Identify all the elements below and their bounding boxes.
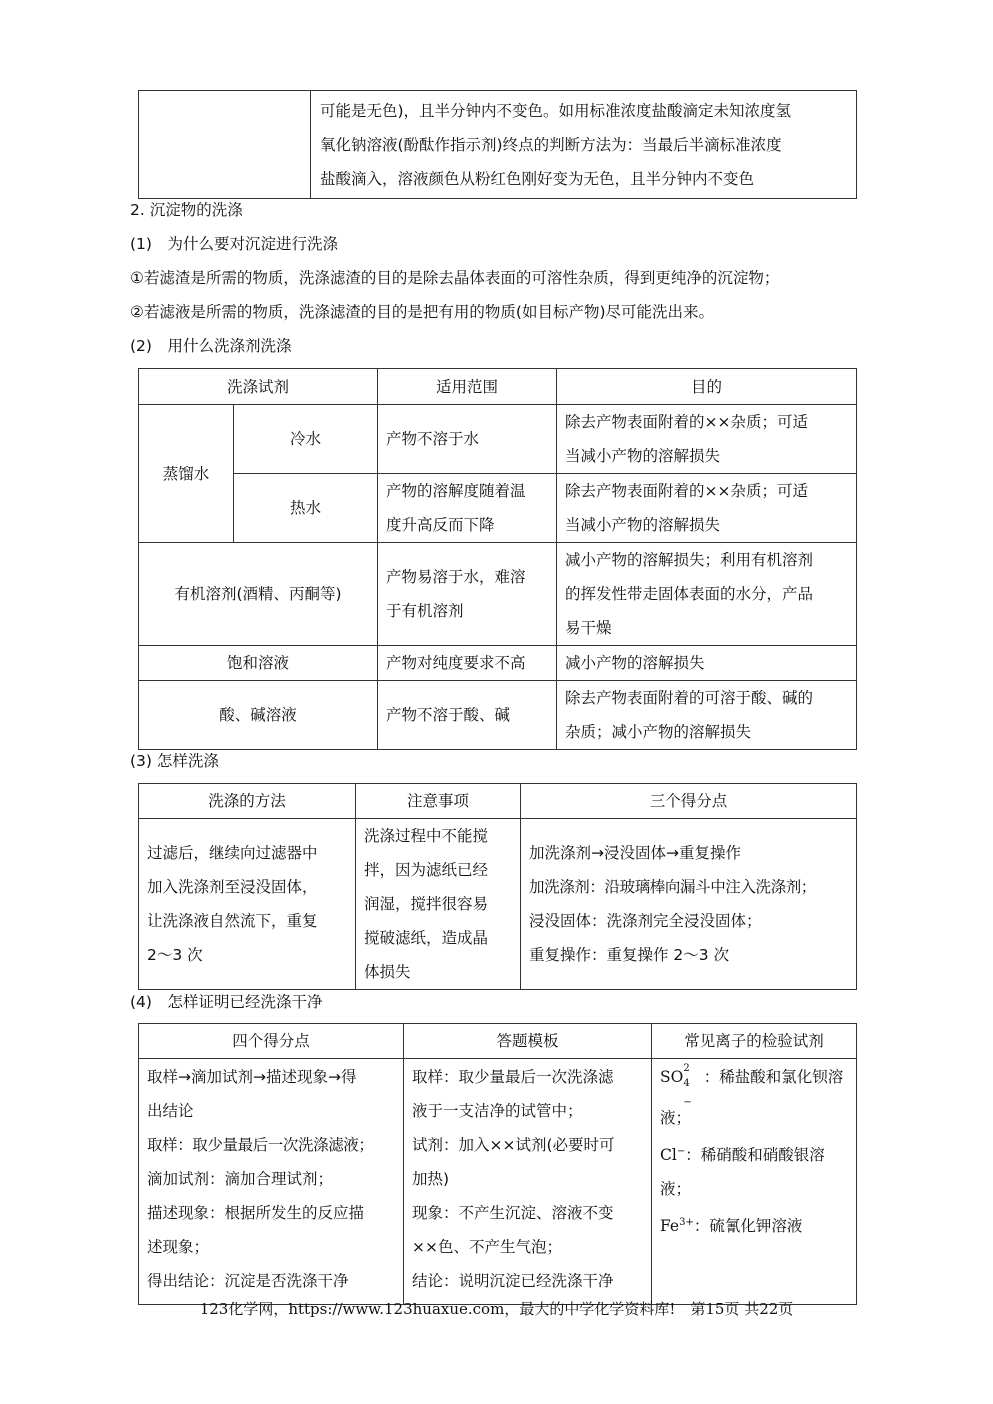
text-line: 描述现象：根据所发生的反应描 bbox=[147, 1204, 365, 1222]
text-line: 除去产物表面附着的可溶于酸、碱的 bbox=[565, 689, 814, 707]
top-table-right-cell bbox=[311, 91, 857, 199]
ion-symbol: Fe bbox=[660, 1217, 680, 1236]
ion-formula bbox=[660, 1063, 704, 1108]
reagent-cell: 热水 bbox=[234, 474, 378, 543]
verification-table bbox=[138, 1023, 857, 1305]
scope-cell bbox=[378, 405, 557, 474]
header-score-points: 四个得分点 bbox=[139, 1024, 404, 1059]
method-cell bbox=[139, 819, 356, 990]
header-points: 三个得分点 bbox=[521, 784, 857, 819]
ion-reagents-cell bbox=[652, 1059, 857, 1305]
text-line: 产物不溶于酸、碱 bbox=[386, 706, 511, 724]
reagent-cell: 有机溶剂(酒精、丙酮等) bbox=[139, 543, 378, 646]
text-line: 搅破滤纸，造成晶 bbox=[364, 929, 489, 947]
text-line: 2～3 次 bbox=[147, 946, 203, 964]
ion-line-iron bbox=[660, 1206, 848, 1243]
text-line: 滴加试剂：滴加合理试剂； bbox=[147, 1170, 334, 1188]
text-line: 氧化钠溶液(酚酞作指示剂)终点的判断方法为：当最后半滴标准浓度 bbox=[320, 135, 782, 154]
text-line: 产物的溶解度随着温 bbox=[386, 482, 526, 500]
answer-line: ①若滤渣是所需的物质，洗涤滤渣的目的是除去晶体表面的可溶性杂质，得到更纯净的沉淀物； bbox=[130, 269, 780, 287]
text-line: 液； bbox=[660, 1180, 692, 1199]
text-line: 产物不溶于水 bbox=[386, 430, 480, 448]
header-scope: 适用范围 bbox=[378, 369, 557, 405]
ion-charge: − bbox=[676, 1146, 686, 1158]
text-line: 当减小产物的溶解损失 bbox=[565, 447, 721, 465]
text-line: 减小产物的溶解损失；利用有机溶剂 bbox=[565, 551, 814, 569]
ion-subscript: 4 bbox=[683, 1078, 690, 1090]
text-line: 重复操作：重复操作 2～3 次 bbox=[529, 946, 730, 964]
text-line: 取样：取少量最后一次洗涤滤液； bbox=[147, 1136, 374, 1154]
question-1: (1) 为什么要对沉淀进行洗涤 bbox=[130, 235, 338, 253]
text-line: 浸没固体：洗涤剂完全浸没固体； bbox=[529, 912, 762, 930]
ion-line-sulfate bbox=[660, 1060, 848, 1108]
text-line: 加入洗涤剂至浸没固体， bbox=[147, 878, 318, 896]
text-line: 产物易溶于水，难溶 bbox=[386, 568, 526, 586]
text-line: 液； bbox=[660, 1109, 692, 1128]
text-line: 体损失 bbox=[364, 963, 411, 981]
header-purpose: 目的 bbox=[557, 369, 857, 405]
text-line: 得出结论：沉淀是否洗涤干净 bbox=[147, 1272, 349, 1290]
purpose-cell bbox=[557, 681, 857, 750]
header-notes: 注意事项 bbox=[356, 784, 521, 819]
text-line: 洗涤过程中不能搅 bbox=[364, 827, 489, 845]
header-template: 答题模板 bbox=[404, 1024, 652, 1059]
ion-reagent-text: ：硫氰化钾溶液 bbox=[693, 1217, 803, 1236]
reagent-cell: 酸、碱溶液 bbox=[139, 681, 378, 750]
purpose-cell bbox=[557, 646, 857, 681]
distilled-water-cell: 蒸馏水 bbox=[139, 405, 234, 543]
washing-method-table bbox=[138, 783, 857, 990]
scope-cell bbox=[378, 646, 557, 681]
text-line: 杂质；减小产物的溶解损失 bbox=[565, 723, 752, 741]
reagent-cell: 饱和溶液 bbox=[139, 646, 378, 681]
text-line: 出结论 bbox=[147, 1102, 194, 1120]
ion-reagent-text: ：稀盐酸和氯化钡溶 bbox=[703, 1068, 844, 1086]
top-table bbox=[138, 90, 857, 199]
ion-formula bbox=[660, 1217, 694, 1235]
text-line: 加洗涤剂→浸没固体→重复操作 bbox=[529, 844, 741, 862]
text-line: 过滤后，继续向过滤器中 bbox=[147, 844, 318, 862]
reagent-table bbox=[138, 368, 857, 750]
text-line: 度升高反而下降 bbox=[386, 516, 495, 534]
text-line: 让洗涤液自然流下，重复 bbox=[147, 912, 318, 930]
text-line: 减小产物的溶解损失 bbox=[565, 654, 705, 672]
text-line: 试剂：加入××试剂(必要时可 bbox=[412, 1136, 615, 1154]
text-line: 除去产物表面附着的××杂质；可适 bbox=[565, 413, 808, 431]
question-2: (2) 用什么洗涤剂洗涤 bbox=[130, 337, 292, 355]
score-points-cell bbox=[139, 1059, 404, 1305]
text-line: 取样：取少量最后一次洗涤滤 bbox=[412, 1068, 614, 1086]
text-line: 盐酸滴入，溶液颜色从粉红色刚好变为无色，且半分钟内不变色 bbox=[320, 169, 755, 188]
notes-cell bbox=[356, 819, 521, 990]
ion-charge: 2− bbox=[683, 1063, 692, 1108]
text-line: 产物对纯度要求不高 bbox=[386, 654, 526, 672]
purpose-cell bbox=[557, 474, 857, 543]
text-line: 易干燥 bbox=[565, 619, 612, 637]
section-title: 2. 沉淀物的洗涤 bbox=[130, 201, 243, 219]
page-footer: 123化学网，https://www.123huaxue.com，最大的中学化学资料库! 第15页 共22页 bbox=[199, 1300, 794, 1318]
text-line: 加热) bbox=[412, 1170, 450, 1188]
text-line: 液于一支洁净的试管中； bbox=[412, 1102, 583, 1120]
text-line: 结论：说明沉淀已经洗涤干净 bbox=[412, 1272, 614, 1290]
answer-line: ②若滤液是所需的物质，洗涤滤渣的目的是把有用的物质(如目标产物)尽可能洗出来。 bbox=[130, 303, 714, 321]
ion-charge: 3+ bbox=[679, 1217, 694, 1229]
header-ion-reagents: 常见离子的检验试剂 bbox=[652, 1024, 857, 1059]
text-line: ××色、不产生气泡； bbox=[412, 1238, 562, 1256]
question-3: (3) 怎样洗涤 bbox=[130, 752, 219, 770]
header-method: 洗涤的方法 bbox=[139, 784, 356, 819]
scope-cell bbox=[378, 681, 557, 750]
text-line: 于有机溶剂 bbox=[386, 602, 464, 620]
text-line: 润湿，搅拌很容易 bbox=[364, 895, 489, 913]
text-line: 当减小产物的溶解损失 bbox=[565, 516, 721, 534]
text-line: 除去产物表面附着的××杂质；可适 bbox=[565, 482, 808, 500]
scope-cell bbox=[378, 474, 557, 543]
ion-symbol: SO bbox=[660, 1068, 684, 1086]
template-cell bbox=[404, 1059, 652, 1305]
ion-reagent-text: ：稀硝酸和硝酸银溶 bbox=[685, 1146, 825, 1165]
text-line: 加洗涤剂：沿玻璃棒向漏斗中注入洗涤剂； bbox=[529, 878, 816, 896]
purpose-cell bbox=[557, 543, 857, 646]
question-4: (4) 怎样证明已经洗涤干净 bbox=[130, 993, 323, 1011]
text-line: 述现象； bbox=[147, 1238, 210, 1256]
points-cell bbox=[521, 819, 857, 990]
scope-cell bbox=[378, 543, 557, 646]
text-line: 可能是无色)，且半分钟内不变色。如用标准浓度盐酸滴定未知浓度氢 bbox=[320, 101, 792, 120]
text-line: 的挥发性带走固体表面的水分，产品 bbox=[565, 585, 814, 603]
ion-formula bbox=[660, 1146, 685, 1164]
header-reagent: 洗涤试剂 bbox=[139, 369, 378, 405]
ion-line-chloride bbox=[660, 1135, 848, 1172]
reagent-cell: 冷水 bbox=[234, 405, 378, 474]
text-line: 取样→滴加试剂→描述现象→得 bbox=[147, 1068, 357, 1086]
purpose-cell bbox=[557, 405, 857, 474]
text-line: 现象：不产生沉淀、溶液不变 bbox=[412, 1204, 614, 1222]
ion-symbol: Cl bbox=[660, 1146, 677, 1165]
text-line: 拌，因为滤纸已经 bbox=[364, 861, 489, 879]
top-table-left-cell bbox=[139, 91, 311, 199]
